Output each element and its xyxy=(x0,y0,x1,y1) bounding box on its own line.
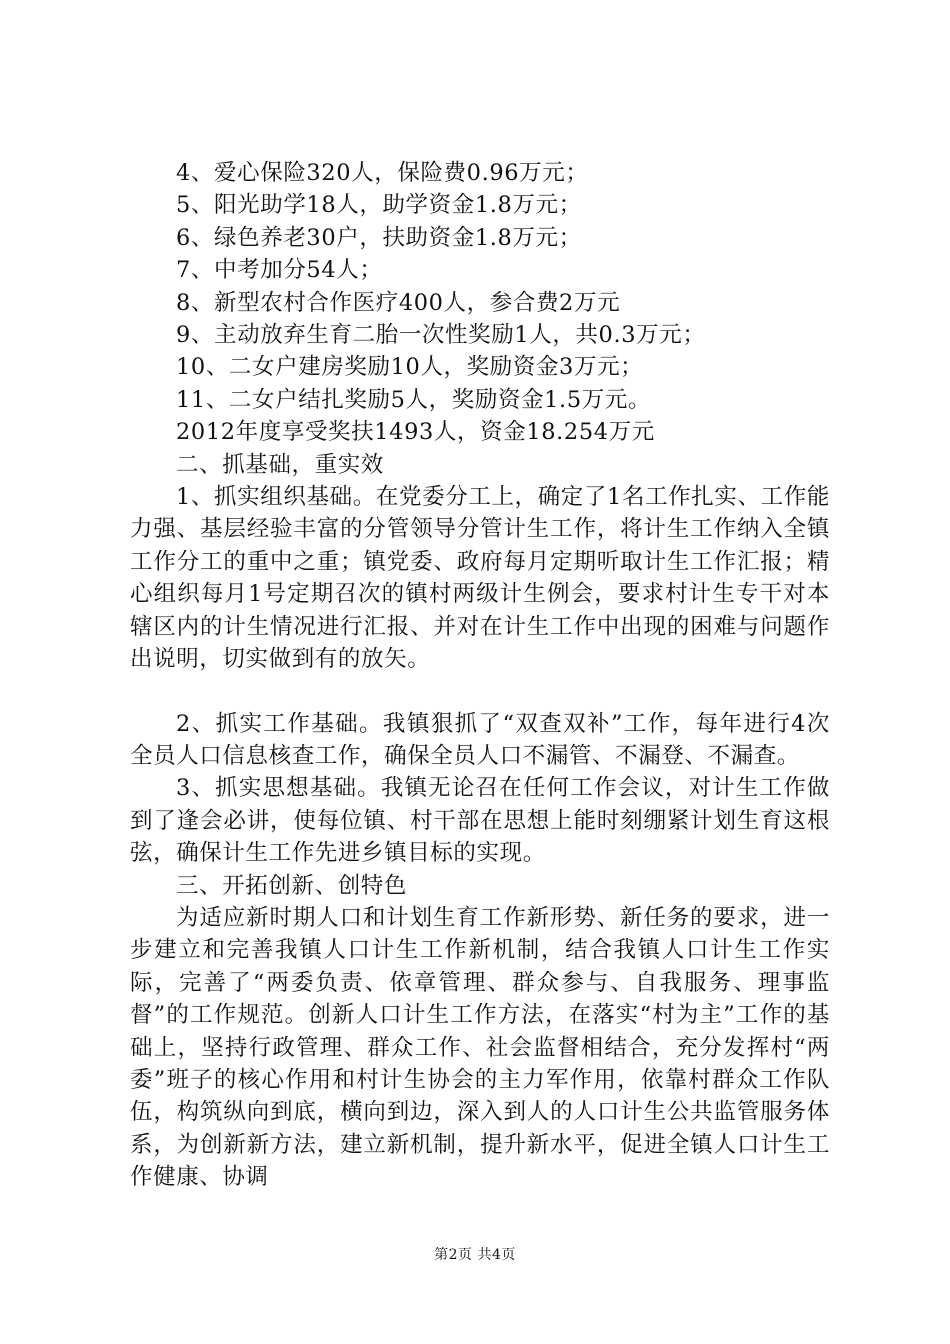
list-item: 4、爱心保险320人，保险费0.96万元； xyxy=(176,160,589,186)
list-item: 7、中考加分54人； xyxy=(176,257,383,284)
list-item: 8、新型农村合作医疗400人，参合费2万元 xyxy=(176,289,621,316)
section-heading-3: 三、开拓创新、创特色 xyxy=(176,872,408,899)
paragraph-work: 2、抓实工作基础。我镇狠抓了“双查双补”工作，每年进行4次全员人口信息核查工作，确保全员人口不漏管、不漏登、不漏查。 xyxy=(130,710,830,769)
document-body xyxy=(130,157,830,1194)
list-item: 11、二女户结扎奖励5人，奖励资金1.5万元。 xyxy=(176,386,652,413)
list-item: 10、二女户建房奖励10人，奖励资金3万元； xyxy=(176,354,644,381)
section-heading-2: 二、抓基础，重实效 xyxy=(176,451,384,478)
list-item: 6、绿色养老30户，扶助资金1.8万元； xyxy=(176,224,582,251)
summary-line: 2012年度享受奖扶1493人，资金18.254万元 xyxy=(176,419,655,446)
paragraph-thought: 3、抓实思想基础。我镇无论召在任何工作会议，对计生工作做到了逢会必讲，使每位镇、村干部在思想上能时刻绷紧计划生育这根弦，确保计生工作先进乡镇目标的实现。 xyxy=(130,775,830,867)
page-footer: 第2页 共4页 xyxy=(434,1247,516,1263)
paragraph-innovation: 为适应新时期人口和计划生育工作新形势、新任务的要求，进一步建立和完善我镇人口计生工作新机制，结合我镇人口计生工作实际，完善了“两委负责、依章管理、群众参与、自我服务、理事监督”的工作规范。创新人口计生工作方法，在落实“村为主”工作的基础上，坚持行政管理、群众工作、社会监督相结合，充分发挥村“两委”班子的核心作用和村计生协会的主力军作用，依靠村群众工作队伍，构筑纵向到底，横向到边，深入到人的人口计生公共监管服务体系，为创新新方法，建立新机制，提升新水平，促进全镇人口计生工作健康、协调 xyxy=(130,904,830,1191)
list-item: 5、阳光助学18人，助学资金1.8万元； xyxy=(176,192,582,219)
paragraph-organization: 1、抓实组织基础。在党委分工上，确定了1名工作扎实、工作能力强、基层经验丰富的分管领导分管计生工作，将计生工作纳入全镇工作分工的重中之重；镇党委、政府每月定期听取计生工作汇报；精心组织每月1号定期召次的镇村两级计生例会，要求村计生专干对本辖区内的计生情况进行汇报、并对在计生工作中出现的困难与问题作出说明，切实做到有的放矢。 xyxy=(130,484,830,673)
list-item: 9、主动放弃生育二胎一次性奖励1人，共0.3万元； xyxy=(176,322,706,349)
